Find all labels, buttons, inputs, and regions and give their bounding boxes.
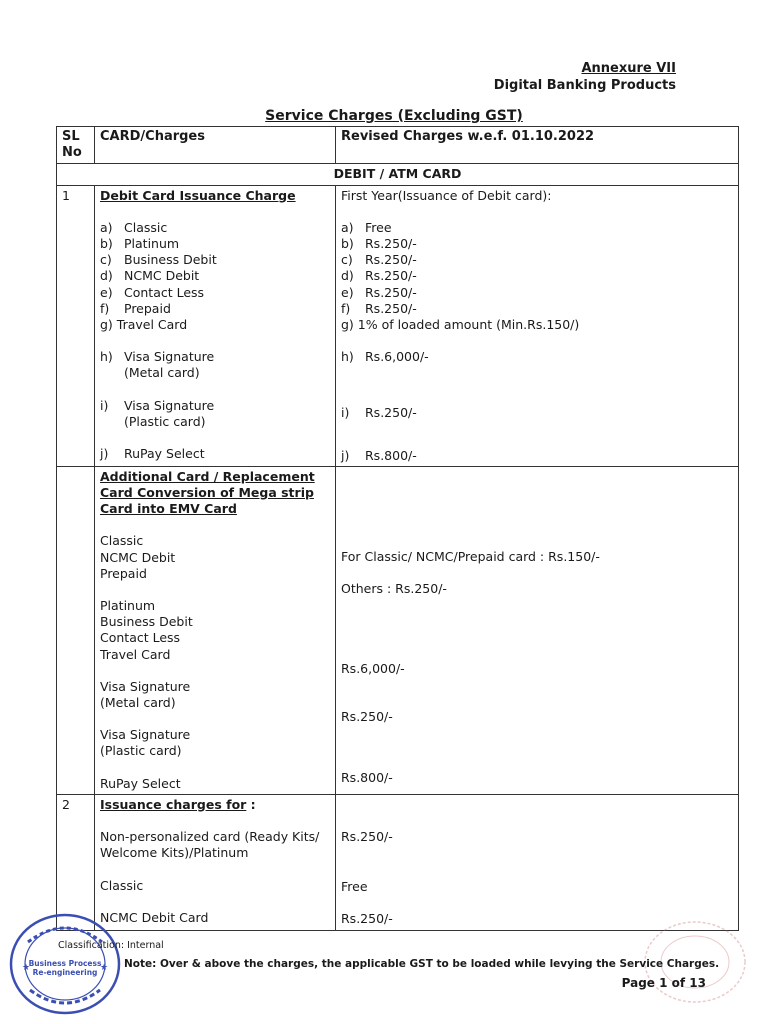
- list-item: i) Rs.250/-: [341, 405, 417, 421]
- row-title: Issuance charges for :: [100, 796, 256, 812]
- list-item: Visa Signature: [100, 678, 191, 694]
- list-item: Rs.800/-: [341, 769, 393, 785]
- page-number: Page 1 of 13: [621, 976, 706, 990]
- list-item: c) Business Debit: [100, 252, 217, 268]
- annexure-heading: [494, 60, 676, 94]
- table-row: [57, 185, 739, 466]
- table-row: [57, 794, 739, 930]
- list-item: Classic: [100, 877, 144, 893]
- charge-intro: First Year(Issuance of Debit card):: [341, 187, 552, 203]
- list-item: g) 1% of loaded amount (Min.Rs.150/): [341, 317, 580, 333]
- svg-text:★: ★: [22, 963, 31, 973]
- list-item: Rs.250/-: [341, 828, 393, 844]
- list-item: e) Contact Less: [100, 284, 205, 300]
- list-item: i) Visa Signature: [100, 397, 215, 413]
- list-item: (Metal card): [100, 695, 176, 711]
- column-header-charges: Revised Charges w.e.f. 01.10.2022: [336, 127, 739, 164]
- table-row: [57, 466, 739, 794]
- charge-cell: [336, 185, 739, 466]
- list-item: f) Prepaid: [100, 300, 171, 316]
- column-header-sl: SL No: [57, 127, 95, 164]
- list-item: e) Rs.250/-: [341, 284, 417, 300]
- list-item: b) Platinum: [100, 236, 180, 252]
- list-item: Classic: [100, 533, 144, 549]
- bank-seal-stamp: [8, 912, 122, 1016]
- list-item: Rs.6,000/-: [341, 661, 405, 677]
- list-item: c) Rs.250/-: [341, 252, 417, 268]
- section-row: [57, 164, 739, 185]
- card-cell: [95, 794, 336, 930]
- list-item: Non-personalized card (Ready Kits/ Welcome Kits)/Platinum: [100, 829, 320, 861]
- table-header-row: [57, 127, 739, 164]
- list-item: Prepaid: [100, 565, 147, 581]
- section-title: DEBIT / ATM CARD: [57, 164, 739, 185]
- annexure-label: Annexure VII: [581, 61, 676, 76]
- charge-cell: [336, 466, 739, 794]
- list-item: Free: [341, 879, 368, 895]
- gst-note: Note: Over & above the charges, the applicable GST to be loaded while levying the Service Charges.: [124, 958, 720, 970]
- sl-cell: 1: [57, 185, 95, 466]
- list-item: NCMC Debit: [100, 549, 176, 565]
- sl-cell: 2: [57, 794, 95, 930]
- annexure-subtitle: Digital Banking Products: [493, 78, 676, 93]
- list-item: Rs.250/-: [341, 911, 393, 927]
- list-item: a) Free: [341, 219, 392, 235]
- list-item: Visa Signature: [100, 727, 191, 743]
- list-item: d) NCMC Debit: [100, 268, 200, 284]
- row-title: Additional Card / Replacement Card Conversion of Mega strip Card into EMV Card: [100, 468, 315, 517]
- list-item: j) Rs.800/-: [341, 447, 417, 463]
- list-item: d) Rs.250/-: [341, 268, 417, 284]
- list-item: h) Visa Signature: [100, 349, 215, 365]
- list-item: For Classic/ NCMC/Prepaid card : Rs.150/-: [341, 548, 600, 564]
- list-item: NCMC Debit Card: [100, 909, 209, 925]
- page-title: Service Charges (Excluding GST): [265, 108, 523, 124]
- card-cell: [95, 466, 336, 794]
- list-item: f) Rs.250/-: [341, 300, 417, 316]
- list-item: Platinum: [100, 598, 156, 614]
- sl-cell: [57, 466, 95, 794]
- list-item: RuPay Select: [100, 775, 181, 791]
- row-title: Debit Card Issuance Charge: [100, 187, 296, 203]
- list-item: g) Travel Card: [100, 317, 188, 333]
- svg-text:★: ★: [100, 963, 109, 973]
- list-item: Business Debit: [100, 614, 193, 630]
- seal-line-2: Re-engineering: [32, 968, 98, 977]
- service-charges-table: [56, 126, 739, 931]
- list-item: a) Classic: [100, 219, 168, 235]
- list-item: Others : Rs.250/-: [341, 581, 447, 597]
- list-item: h) Rs.6,000/-: [341, 349, 429, 365]
- list-item: Rs.250/-: [341, 709, 393, 725]
- column-header-card: CARD/Charges: [95, 127, 336, 164]
- list-item: j) RuPay Select: [100, 446, 205, 462]
- list-item: (Plastic card): [100, 743, 182, 759]
- card-cell: Debit Card Issuance Charge a) Classic b) Platinum c) Business Debit d) NCMC Debit e) Contact Less f) Prepaid g) Travel Card h) Visa Signature (Metal card) i) Visa Signature (Plastic card) j) RuPay Select: [95, 185, 336, 466]
- seal-line-1: Business Process: [28, 959, 102, 968]
- list-item: Contact Less: [100, 630, 181, 646]
- list-item: Travel Card: [100, 646, 171, 662]
- charge-cell: [336, 794, 739, 930]
- list-item: b) Rs.250/-: [341, 236, 417, 252]
